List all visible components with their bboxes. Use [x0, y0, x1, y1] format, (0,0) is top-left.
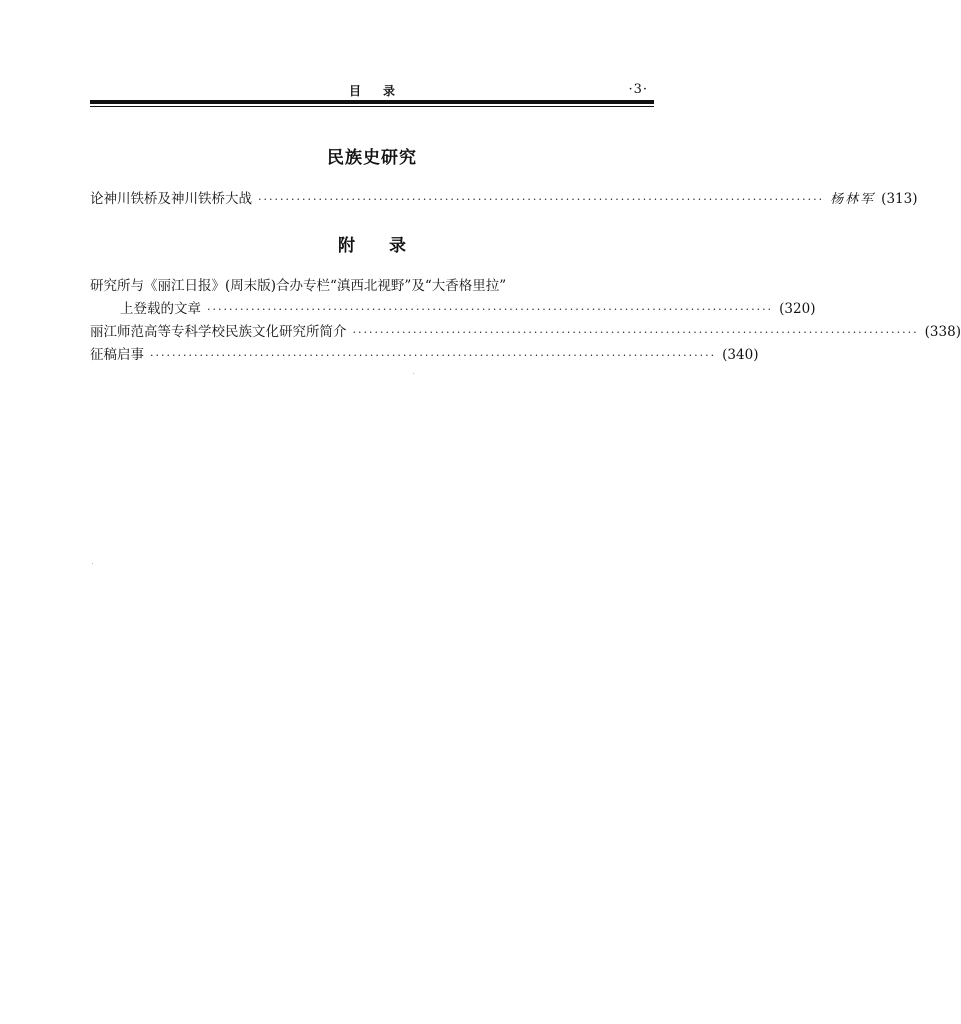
toc-entry[interactable] [90, 343, 759, 363]
header-rule-thick [90, 100, 654, 104]
toc-entry[interactable] [120, 297, 816, 317]
dot-leader: ······································································································· [150, 349, 717, 362]
dot-leader: ······································································································· [207, 303, 774, 316]
scan-speck [413, 373, 414, 374]
toc-entry[interactable] [90, 320, 961, 340]
entry-title: 论神川铁桥及神川铁桥大战 [90, 191, 252, 207]
entry-title: 丽江师范高等专科学校民族文化研究所简介 [90, 324, 347, 340]
scan-speck [92, 563, 93, 564]
entry-title-line2: 上登载的文章 [120, 301, 201, 317]
entry-title-line1[interactable]: 研究所与《丽江日报》(周末版)合办专栏“滇西北视野”及“大香格里拉” [90, 278, 507, 294]
entry-page: (320) [779, 301, 816, 317]
entry-author: 杨林军 [830, 192, 876, 207]
section-heading-ethnic-history: 民族史研究 [327, 148, 417, 168]
entry-page: (313) [881, 191, 918, 207]
page-number: ·3· [628, 82, 648, 97]
section-heading-appendix: 附录 [338, 236, 440, 256]
dot-leader: ······································································································· [258, 193, 825, 206]
entry-page: (340) [722, 347, 759, 363]
entry-page: (338) [924, 324, 961, 340]
running-header [90, 82, 654, 98]
header-rule-thin [90, 106, 654, 107]
entry-title: 征稿启事 [90, 347, 144, 363]
dot-leader: ······································································································· [352, 326, 919, 339]
toc-entry[interactable] [90, 187, 918, 207]
header-title: 目录 [348, 84, 417, 98]
